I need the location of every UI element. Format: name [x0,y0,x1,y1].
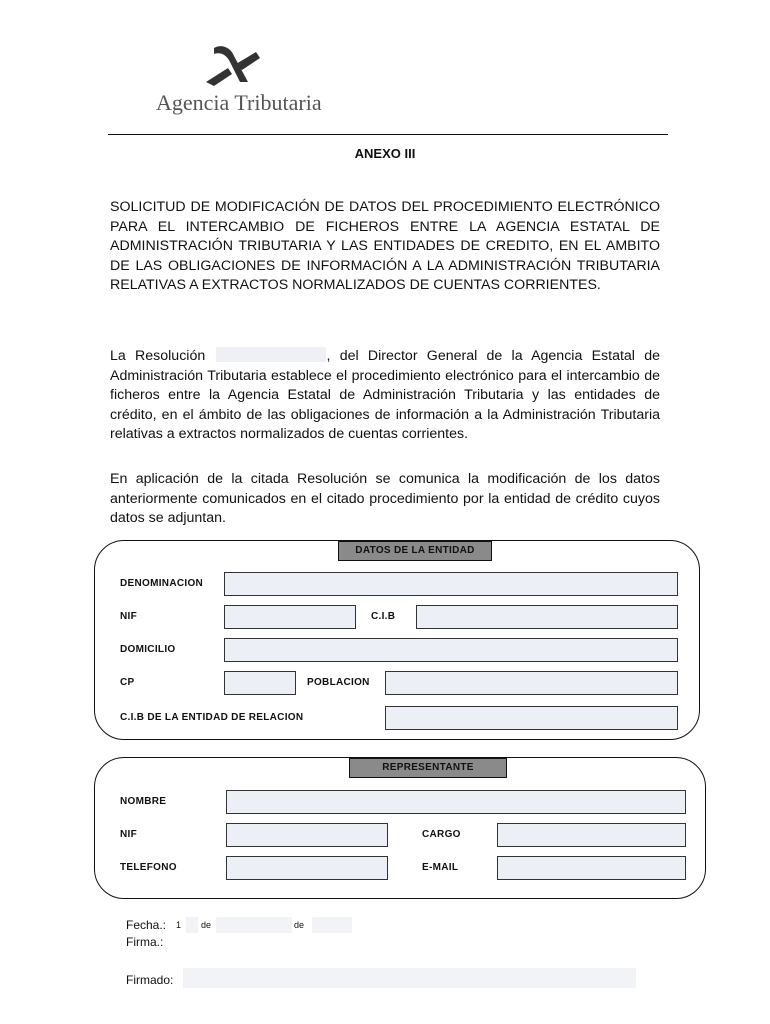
nombre-label: NOMBRE [120,796,167,807]
fecha-label: Fecha.: [126,918,167,932]
fecha-day-field[interactable] [186,917,198,933]
fecha-month-field[interactable] [216,917,292,933]
cargo-label: CARGO [422,829,461,840]
resolution-date-field[interactable] [216,347,326,362]
cib-field[interactable] [416,605,678,629]
denominacion-field[interactable] [224,572,678,596]
firmado-label: Firmado: [126,973,174,987]
logo-text: Agencia Tributaria [156,90,322,115]
annex-title: ANEXO III [354,146,416,161]
entity-data-heading: DATOS DE LA ENTIDAD [338,541,492,561]
telefono-label: TELEFONO [120,862,177,873]
domicilio-label: DOMICILIO [120,644,176,655]
denominacion-label: DENOMINACION [120,578,204,589]
entity-nif-field[interactable] [224,605,356,629]
entity-nif-label: NIF [120,611,138,622]
rep-nif-label: NIF [120,829,138,840]
email-label: E-MAIL [422,862,459,873]
intro-start: La Resolución [110,348,206,364]
document-title: SOLICITUD DE MODIFICACIÓN DE DATOS DEL PROCEDIMIENTO ELECTRÓNICO PARA EL INTERCAMBIO DE FICHEROS ENTRE LA AGENCIA ESTATAL DE ADMINISTRACIÓN TRIBUTARIA Y LAS ENTIDADES DE CREDITO, EN EL AMBITO DE LAS OBLIGACIONES DE INFORMACIÓN A LA ADMINISTRACIÓN TRIBUTARIA RELATIVAS A EXTRACTOS NORMALIZADOS DE CUENTAS CORRIENTES. [110,199,660,293]
firmado-field[interactable] [183,968,636,988]
cargo-field[interactable] [497,823,686,847]
cib-relacion-field[interactable] [385,706,678,730]
cp-field[interactable] [224,671,296,695]
fecha-day: 1 [176,920,182,930]
cib-label: C.I.B [371,611,396,622]
firma-label: Firma.: [126,935,164,949]
cp-label: CP [120,677,135,688]
intro-paragraph [110,347,660,445]
poblacion-field[interactable] [385,671,678,695]
fecha-de-1: de [201,920,212,930]
header-divider [108,134,668,135]
poblacion-label: POBLACION [307,677,370,688]
telefono-field[interactable] [226,856,388,880]
rep-nif-field[interactable] [226,823,388,847]
domicilio-field[interactable] [224,638,678,662]
application-paragraph: En aplicación de la citada Resolución se comunica la modificación de los datos anteriormente comunicados en el citado procedimiento por la entidad de crédito cuyos datos se adjuntan. [110,471,660,526]
fecha-year-field[interactable] [312,917,352,933]
cib-relacion-label: C.I.B DE LA ENTIDAD DE RELACION [120,712,304,723]
representative-heading: REPRESENTANTE [349,758,507,778]
fecha-de-2: de [294,920,305,930]
agencia-tributaria-logo-icon [200,42,264,88]
intro-rest: , del Director General de la Agencia Estatal de Administración Tributaria establece el procedimiento electrónico para el intercambio de ficheros entre la Agencia Estatal de Administración Tributaria y las entidades de crédito, en el ámbito de las obligaciones de información a la Administración Tributaria relativas a extractos normalizados de cuentas corrientes. [110,348,660,442]
nombre-field[interactable] [226,790,686,814]
email-field[interactable] [497,856,686,880]
